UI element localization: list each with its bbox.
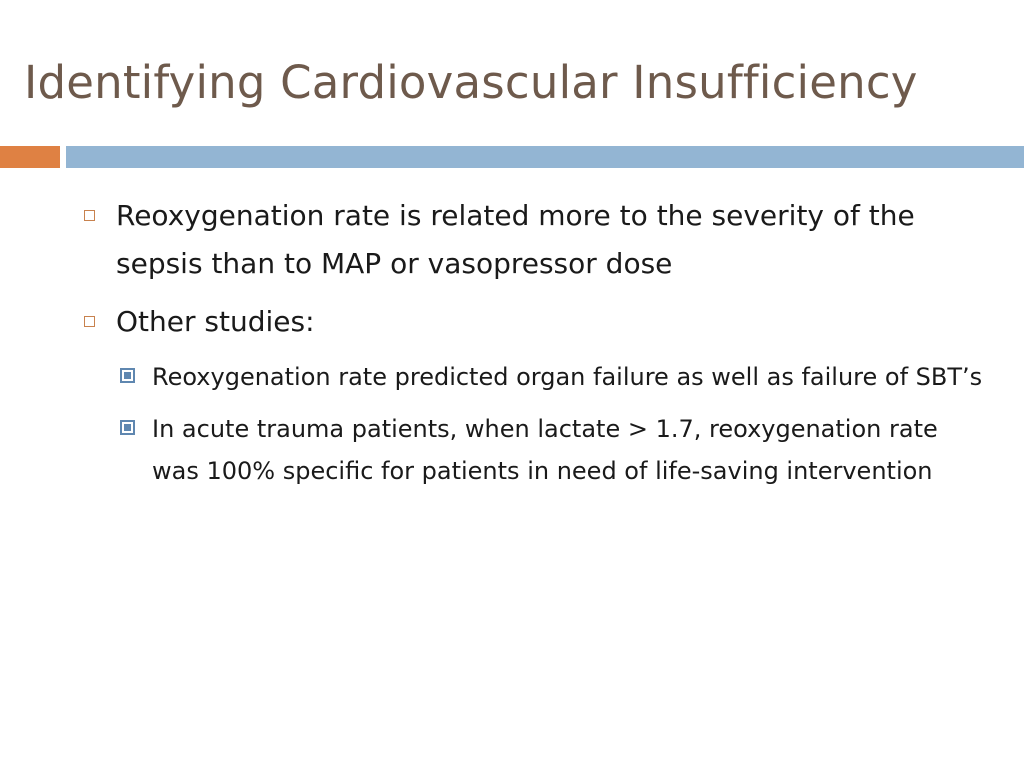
- bullet-item-other-studies: [84, 298, 984, 346]
- hollow-square-bullet-icon: [84, 210, 95, 221]
- bullet-item-reoxygenation-severity: [84, 192, 984, 288]
- sub-bullet-item-acute-trauma: [120, 408, 984, 492]
- sub-bullet-item-organ-failure: [120, 356, 984, 398]
- accent-bar-blue: [66, 146, 1024, 168]
- filled-square-bullet-icon: [120, 368, 135, 383]
- slide-content: [84, 192, 984, 502]
- accent-bar-orange: [0, 146, 60, 168]
- filled-square-bullet-icon: [120, 420, 135, 435]
- slide-title: Identifying Cardiovascular Insufficiency: [24, 56, 918, 109]
- hollow-square-bullet-icon: [84, 316, 95, 327]
- bullet-text: Other studies:: [116, 305, 315, 338]
- sub-bullet-text: Reoxygenation rate predicted organ failure as well as failure of SBT’s: [152, 363, 983, 391]
- sub-bullet-text: In acute trauma patients, when lactate > 1.7, reoxygenation rate was 100% specific for patients in need of life-saving intervention: [152, 415, 938, 485]
- bullet-text: Reoxygenation rate is related more to the severity of the sepsis than to MAP or vasopressor dose: [116, 199, 915, 280]
